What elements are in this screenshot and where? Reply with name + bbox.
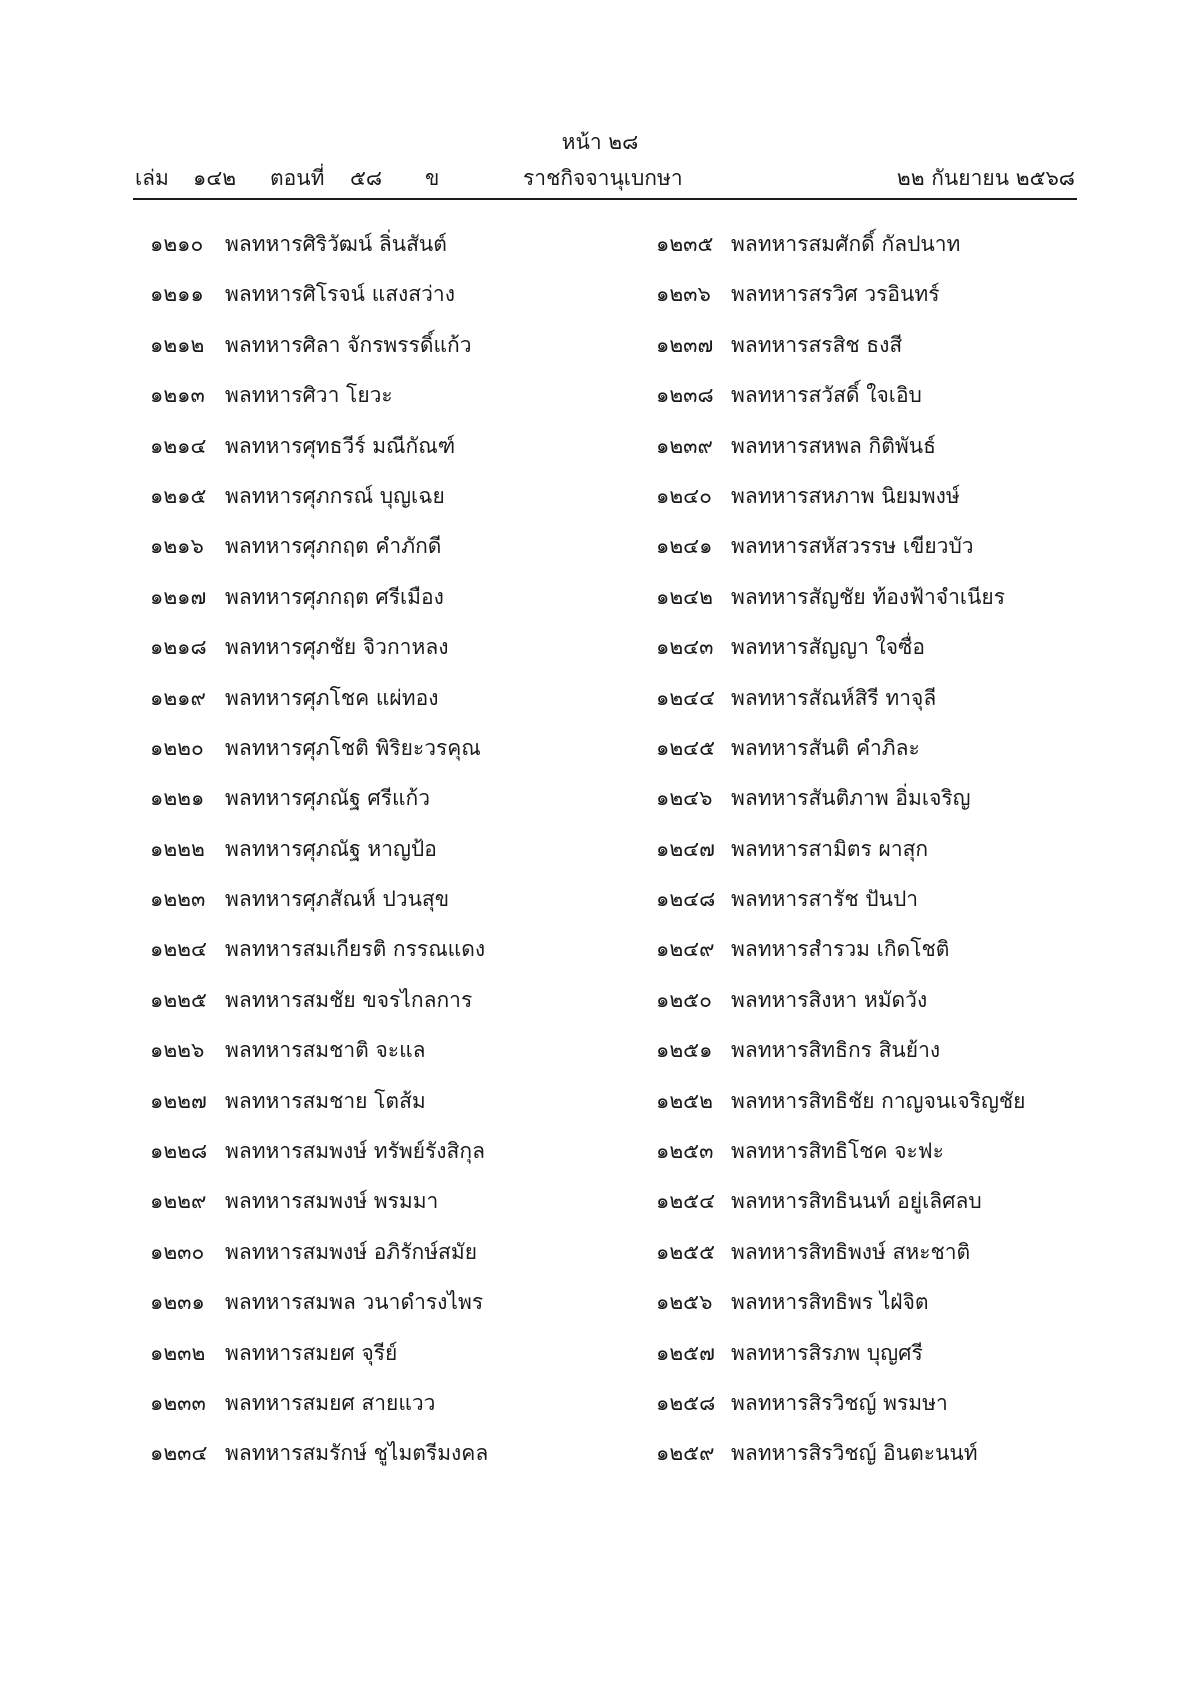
entry-number: ๑๒๑๕ — [150, 483, 207, 508]
entry-number: ๑๒๑๖ — [150, 534, 204, 559]
list-item — [150, 480, 670, 530]
entry-number: ๑๒๒๘ — [150, 1139, 208, 1164]
entry-name: พลทหารศุภกรณ์ บุญเฉย — [225, 483, 445, 508]
entry-name: พลทหารศุภกฤต คำภักดี — [225, 534, 442, 559]
entry-number: ๑๒๕๔ — [656, 1189, 715, 1214]
entry-name: พลทหารสันติ คำภิละ — [731, 735, 920, 760]
entry-number: ๑๒๑๙ — [150, 685, 206, 710]
list-item — [656, 379, 1176, 429]
list-item — [656, 631, 1176, 681]
list-item — [656, 1236, 1176, 1286]
entry-name: พลทหารศิวา โยวะ — [225, 383, 393, 408]
entry-number: ๑๒๔๕ — [656, 735, 715, 760]
entry-number: ๑๒๕๘ — [656, 1390, 716, 1415]
entry-number: ๑๒๓๕ — [656, 232, 714, 256]
list-item — [656, 228, 1176, 278]
list-item — [150, 329, 670, 379]
entry-number: ๑๒๑๑ — [150, 282, 204, 307]
entry-number: ๑๒๓๒ — [150, 1340, 206, 1365]
list-item — [656, 682, 1176, 732]
entry-name: พลทหารสมพงษ์ พรมมา — [225, 1189, 439, 1214]
list-item — [656, 1135, 1176, 1185]
list-item — [150, 1286, 670, 1336]
entry-number: ๑๒๔๑ — [656, 534, 713, 559]
list-item — [656, 833, 1176, 883]
entry-name: พลทหารศุภณัฐ ศรีแก้ว — [225, 786, 431, 811]
entry-number: ๑๒๔๖ — [656, 786, 713, 811]
list-item — [150, 379, 670, 429]
entry-name: พลทหารสันติภาพ อิ่มเจริญ — [731, 786, 971, 811]
name-list-left — [150, 228, 670, 1488]
entry-name: พลทหารสิทธิกร สินย้าง — [731, 1038, 941, 1063]
entry-name: พลทหารสิทธิพร ไฝ่จิต — [731, 1290, 929, 1315]
entry-number: ๑๒๓๗ — [656, 332, 714, 357]
list-item — [150, 933, 670, 983]
entry-name: พลทหารสารัช ปันปา — [731, 887, 919, 912]
entry-name: พลทหารสิรวิชญ์ พรมษา — [731, 1390, 948, 1415]
entry-number: ๑๒๒๓ — [150, 887, 206, 912]
entry-number: ๑๒๔๐ — [656, 483, 712, 508]
entry-name: พลทหารสิรภพ บุญศรี — [731, 1340, 923, 1365]
entry-name: พลทหารศุภณัฐ หาญป้อ — [225, 836, 437, 861]
entry-name: พลทหารสิทธินนท์ อยู่เลิศลบ — [731, 1189, 982, 1214]
entry-number: ๑๒๔๗ — [656, 836, 715, 861]
entry-name: พลทหารศิริวัฒน์ ลิ่นสันต์ — [225, 232, 447, 256]
list-item — [656, 883, 1176, 933]
entry-name: พลทหารสวัสดิ์ ใจเอิบ — [731, 383, 922, 408]
list-item — [656, 1387, 1176, 1437]
entry-number: ๑๒๔๒ — [656, 584, 713, 609]
entry-name: พลทหารสำรวม เกิดโชติ — [731, 937, 950, 962]
entry-name: พลทหารสมชาติ จะแล — [225, 1038, 426, 1063]
entry-number: ๑๒๓๑ — [150, 1290, 205, 1315]
list-item — [150, 1085, 670, 1135]
list-item — [656, 1337, 1176, 1387]
list-item — [150, 581, 670, 631]
entry-number: ๑๒๓๓ — [150, 1390, 206, 1415]
list-item — [150, 984, 670, 1034]
entry-number: ๑๒๒๐ — [150, 735, 204, 760]
entry-name: พลทหารสมเกียรติ กรรณแดง — [225, 937, 486, 962]
entry-number: ๑๒๕๖ — [656, 1290, 713, 1315]
list-item — [150, 732, 670, 782]
publication-date: ๒๒ กันยายน ๒๕๖๘ — [896, 166, 1075, 190]
volume-label: เล่ม — [135, 166, 169, 190]
entry-name: พลทหารสมยศ จุรีย์ — [225, 1340, 398, 1365]
entry-name: พลทหารสมพงษ์ ทรัพย์รังสิกุล — [225, 1139, 485, 1164]
entry-number: ๑๒๑๔ — [150, 433, 207, 458]
list-item — [150, 1034, 670, 1084]
list-item — [656, 1034, 1176, 1084]
entry-number: ๑๒๕๐ — [656, 987, 712, 1012]
list-item — [150, 278, 670, 328]
entry-number: ๑๒๑๐ — [150, 232, 204, 256]
entry-number: ๑๒๓๙ — [656, 433, 713, 458]
gazette-title: ราชกิจจานุเบกษา — [523, 166, 683, 190]
list-item — [656, 933, 1176, 983]
entry-name: พลทหารสมชัย ขจรไกลการ — [225, 987, 473, 1012]
list-item — [150, 1185, 670, 1235]
list-item — [656, 984, 1176, 1034]
entry-name: พลทหารสรสิช ธงสี — [731, 332, 903, 357]
entry-name: พลทหารสิทธิโชค จะฟะ — [731, 1139, 944, 1164]
entry-name: พลทหารสัณห์สิรี ทาจุลี — [731, 685, 937, 710]
entry-number: ๑๒๑๘ — [150, 635, 207, 660]
list-item — [150, 782, 670, 832]
list-item — [150, 1236, 670, 1286]
list-item — [656, 1185, 1176, 1235]
list-item — [150, 883, 670, 933]
entry-name: พลทหารสามิตร ผาสุก — [731, 836, 929, 861]
list-item — [656, 480, 1176, 530]
entry-name: พลทหารสิรวิชญ์ อินตะนนท์ — [731, 1441, 978, 1466]
entry-name: พลทหารสิทธิพงษ์ สหะชาติ — [731, 1239, 971, 1264]
entry-name: พลทหารศุภชัย จิวกาหลง — [225, 635, 449, 660]
list-item — [656, 1437, 1176, 1487]
list-item — [656, 1085, 1176, 1135]
entry-name: พลทหารสัญญา ใจซื่อ — [731, 635, 925, 660]
entry-number: ๑๒๔๘ — [656, 887, 716, 912]
entry-number: ๑๒๒๖ — [150, 1038, 205, 1063]
gazette-header — [135, 162, 1075, 198]
entry-name: พลทหารสมพล วนาดำรงไพร — [225, 1290, 484, 1315]
entry-number: ๑๒๕๗ — [656, 1340, 715, 1365]
entry-name: พลทหารสหัสวรรษ เขียวบัว — [731, 534, 974, 559]
entry-name: พลทหารสหพล กิติพันธ์ — [731, 433, 936, 458]
entry-number: ๑๒๑๗ — [150, 584, 207, 609]
entry-name: พลทหารสิทธิชัย กาญจนเจริญชัย — [731, 1088, 1026, 1113]
entry-number: ๑๒๓๔ — [150, 1441, 208, 1466]
issue-number: ๕๘ — [350, 166, 383, 190]
header-rule — [133, 198, 1077, 200]
entry-number: ๑๒๒๔ — [150, 937, 207, 962]
entry-name: พลทหารศุทธวีร์ มณีกัณฑ์ — [225, 433, 456, 458]
list-item — [656, 1286, 1176, 1336]
entry-name: พลทหารสัญชัย ท้องฟ้าจำเนียร — [731, 584, 1005, 609]
list-item — [656, 732, 1176, 782]
entry-name: พลทหารสมพงษ์ อภิรักษ์สมัย — [225, 1239, 477, 1264]
entry-name: พลทหารศุภกฤต ศรีเมือง — [225, 584, 444, 609]
list-item — [150, 682, 670, 732]
entry-name: พลทหารสมศักดิ์ กัลปนาท — [731, 232, 961, 256]
list-item — [656, 430, 1176, 480]
entry-number: ๑๒๕๑ — [656, 1038, 713, 1063]
entry-name: พลทหารศิโรจน์ แสงสว่าง — [225, 282, 455, 307]
entry-name: พลทหารศิลา จักรพรรดิ์แก้ว — [225, 332, 472, 357]
entry-number: ๑๒๔๓ — [656, 635, 714, 660]
list-item — [656, 530, 1176, 580]
entry-name: พลทหารศุภโชติ พิริยะวรคุณ — [225, 735, 481, 760]
entry-name: พลทหารสรวิศ วรอินทร์ — [731, 282, 940, 307]
entry-number: ๑๒๓๐ — [150, 1239, 205, 1264]
entry-name: พลทหารสิงหา หมัดวัง — [731, 987, 928, 1012]
list-item — [656, 329, 1176, 379]
entry-number: ๑๒๕๙ — [656, 1441, 715, 1466]
page-number: หน้า ๒๘ — [561, 130, 639, 154]
volume-number: ๑๔๒ — [193, 166, 237, 190]
list-item — [656, 782, 1176, 832]
entry-name: พลทหารศุภโชค แผ่ทอง — [225, 685, 439, 710]
entry-number: ๑๒๒๗ — [150, 1088, 207, 1113]
entry-number: ๑๒๓๘ — [656, 383, 714, 408]
entry-number: ๑๒๒๑ — [150, 786, 205, 811]
list-item — [150, 833, 670, 883]
entry-name: พลทหารสมรักษ์ ชูไมตรีมงคล — [225, 1441, 489, 1466]
entry-number: ๑๒๒๙ — [150, 1189, 207, 1214]
entry-number: ๑๒๕๒ — [656, 1088, 713, 1113]
entry-number: ๑๒๑๓ — [150, 383, 205, 408]
list-item — [150, 1337, 670, 1387]
entry-number: ๑๒๕๕ — [656, 1239, 715, 1264]
list-item — [150, 631, 670, 681]
entry-number: ๑๒๔๙ — [656, 937, 715, 962]
list-item — [150, 1437, 670, 1487]
list-item — [150, 1135, 670, 1185]
entry-name: พลทหารสมยศ สายแวว — [225, 1390, 436, 1415]
list-item — [656, 581, 1176, 631]
entry-name: พลทหารสมชาย โตส้ม — [225, 1088, 426, 1113]
entry-number: ๑๒๔๔ — [656, 685, 715, 710]
entry-number: ๑๒๒๕ — [150, 987, 207, 1012]
list-item — [150, 1387, 670, 1437]
list-item — [150, 530, 670, 580]
list-item — [150, 430, 670, 480]
section-letter: ข — [425, 166, 440, 190]
issue-label: ตอนที่ — [270, 166, 325, 190]
list-item — [150, 228, 670, 278]
list-item — [656, 278, 1176, 328]
entry-number: ๑๒๑๒ — [150, 332, 205, 357]
entry-number: ๑๒๕๓ — [656, 1139, 714, 1164]
entry-number: ๑๒๓๖ — [656, 282, 711, 307]
entry-number: ๑๒๒๒ — [150, 836, 205, 861]
entry-name: พลทหารศุภสัณห์ ปวนสุข — [225, 887, 450, 912]
entry-name: พลทหารสหภาพ นิยมพงษ์ — [731, 483, 960, 508]
name-list-right — [656, 228, 1176, 1488]
